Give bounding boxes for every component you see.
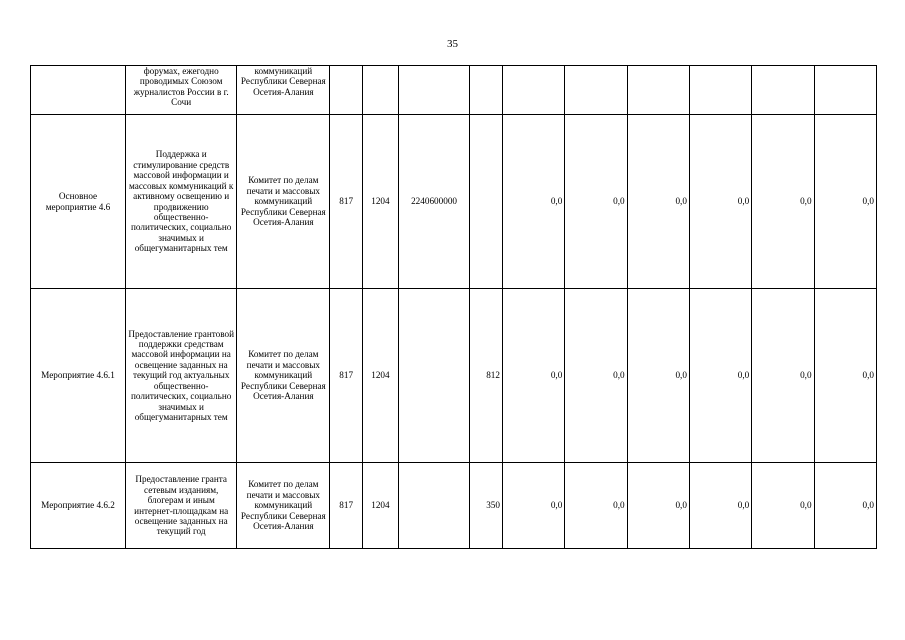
name-cell: форумах, ежегодно проводимых Союзом журналистов России в г. Сочи: [126, 66, 237, 115]
funding-value-cell: 0,0: [814, 463, 876, 549]
funding-value-cell: [502, 66, 564, 115]
funding-value-cell: [752, 66, 814, 115]
name-cell: Предоставление гранта сетевым изданиям, блогерам и иным интернет-площадкам на освещение заданных на текущий год: [126, 463, 237, 549]
funding-value-cell: 0,0: [752, 289, 814, 463]
funding-value-cell: 0,0: [627, 115, 689, 289]
table-row: [31, 463, 877, 549]
funding-value-cell: 0,0: [502, 463, 564, 549]
table-row: [31, 66, 877, 115]
vr-cell: [470, 115, 503, 289]
name-cell: Предоставление грантовой поддержки средствам массовой информации на освещение заданных на текущий год актуальных общественно-политических, социально значимых и общегуманитарных тем: [126, 289, 237, 463]
rzpr-cell: 1204: [363, 289, 399, 463]
funding-value-cell: 0,0: [752, 463, 814, 549]
executor-cell: Комитет по делам печати и массовых коммуникаций Республики Северная Осетия-Алания: [237, 463, 330, 549]
funding-value-cell: 0,0: [565, 463, 627, 549]
funding-value-cell: 0,0: [689, 115, 751, 289]
vr-cell: [470, 66, 503, 115]
executor-cell: Комитет по делам печати и массовых коммуникаций Республики Северная Осетия-Алания: [237, 115, 330, 289]
page-number: 35: [447, 38, 458, 50]
funding-value-cell: 0,0: [565, 115, 627, 289]
funding-value-cell: 0,0: [689, 463, 751, 549]
grbs-cell: [330, 66, 363, 115]
name-cell: Поддержка и стимулирование средств массовой информации и массовых коммуникаций к активному освещению и продвижению общественно-политических, социально значимых и общегуманитарных тем: [126, 115, 237, 289]
vr-cell: 812: [470, 289, 503, 463]
funding-value-cell: [689, 66, 751, 115]
grbs-cell: 817: [330, 115, 363, 289]
table-row: [31, 289, 877, 463]
status-cell: Основное мероприятие 4.6: [31, 115, 126, 289]
funding-value-cell: 0,0: [752, 115, 814, 289]
grbs-cell: 817: [330, 289, 363, 463]
rzpr-cell: 1204: [363, 115, 399, 289]
csr-cell: [398, 289, 470, 463]
funding-value-cell: 0,0: [689, 289, 751, 463]
funding-value-cell: [627, 66, 689, 115]
csr-cell: 2240600000: [398, 115, 470, 289]
grbs-cell: 817: [330, 463, 363, 549]
budget-table: [30, 65, 877, 549]
executor-cell: коммуникаций Республики Северная Осетия-Алания: [237, 66, 330, 115]
funding-value-cell: 0,0: [814, 289, 876, 463]
funding-value-cell: [565, 66, 627, 115]
funding-value-cell: 0,0: [627, 289, 689, 463]
funding-value-cell: 0,0: [502, 115, 564, 289]
funding-value-cell: [814, 66, 876, 115]
funding-value-cell: 0,0: [502, 289, 564, 463]
table-row: [31, 115, 877, 289]
rzpr-cell: [363, 66, 399, 115]
funding-value-cell: 0,0: [565, 289, 627, 463]
rzpr-cell: 1204: [363, 463, 399, 549]
vr-cell: 350: [470, 463, 503, 549]
executor-cell: Комитет по делам печати и массовых коммуникаций Республики Северная Осетия-Алания: [237, 289, 330, 463]
csr-cell: [398, 66, 470, 115]
funding-value-cell: 0,0: [814, 115, 876, 289]
funding-value-cell: 0,0: [627, 463, 689, 549]
csr-cell: [398, 463, 470, 549]
status-cell: Мероприятие 4.6.2: [31, 463, 126, 549]
status-cell: Мероприятие 4.6.1: [31, 289, 126, 463]
status-cell: [31, 66, 126, 115]
